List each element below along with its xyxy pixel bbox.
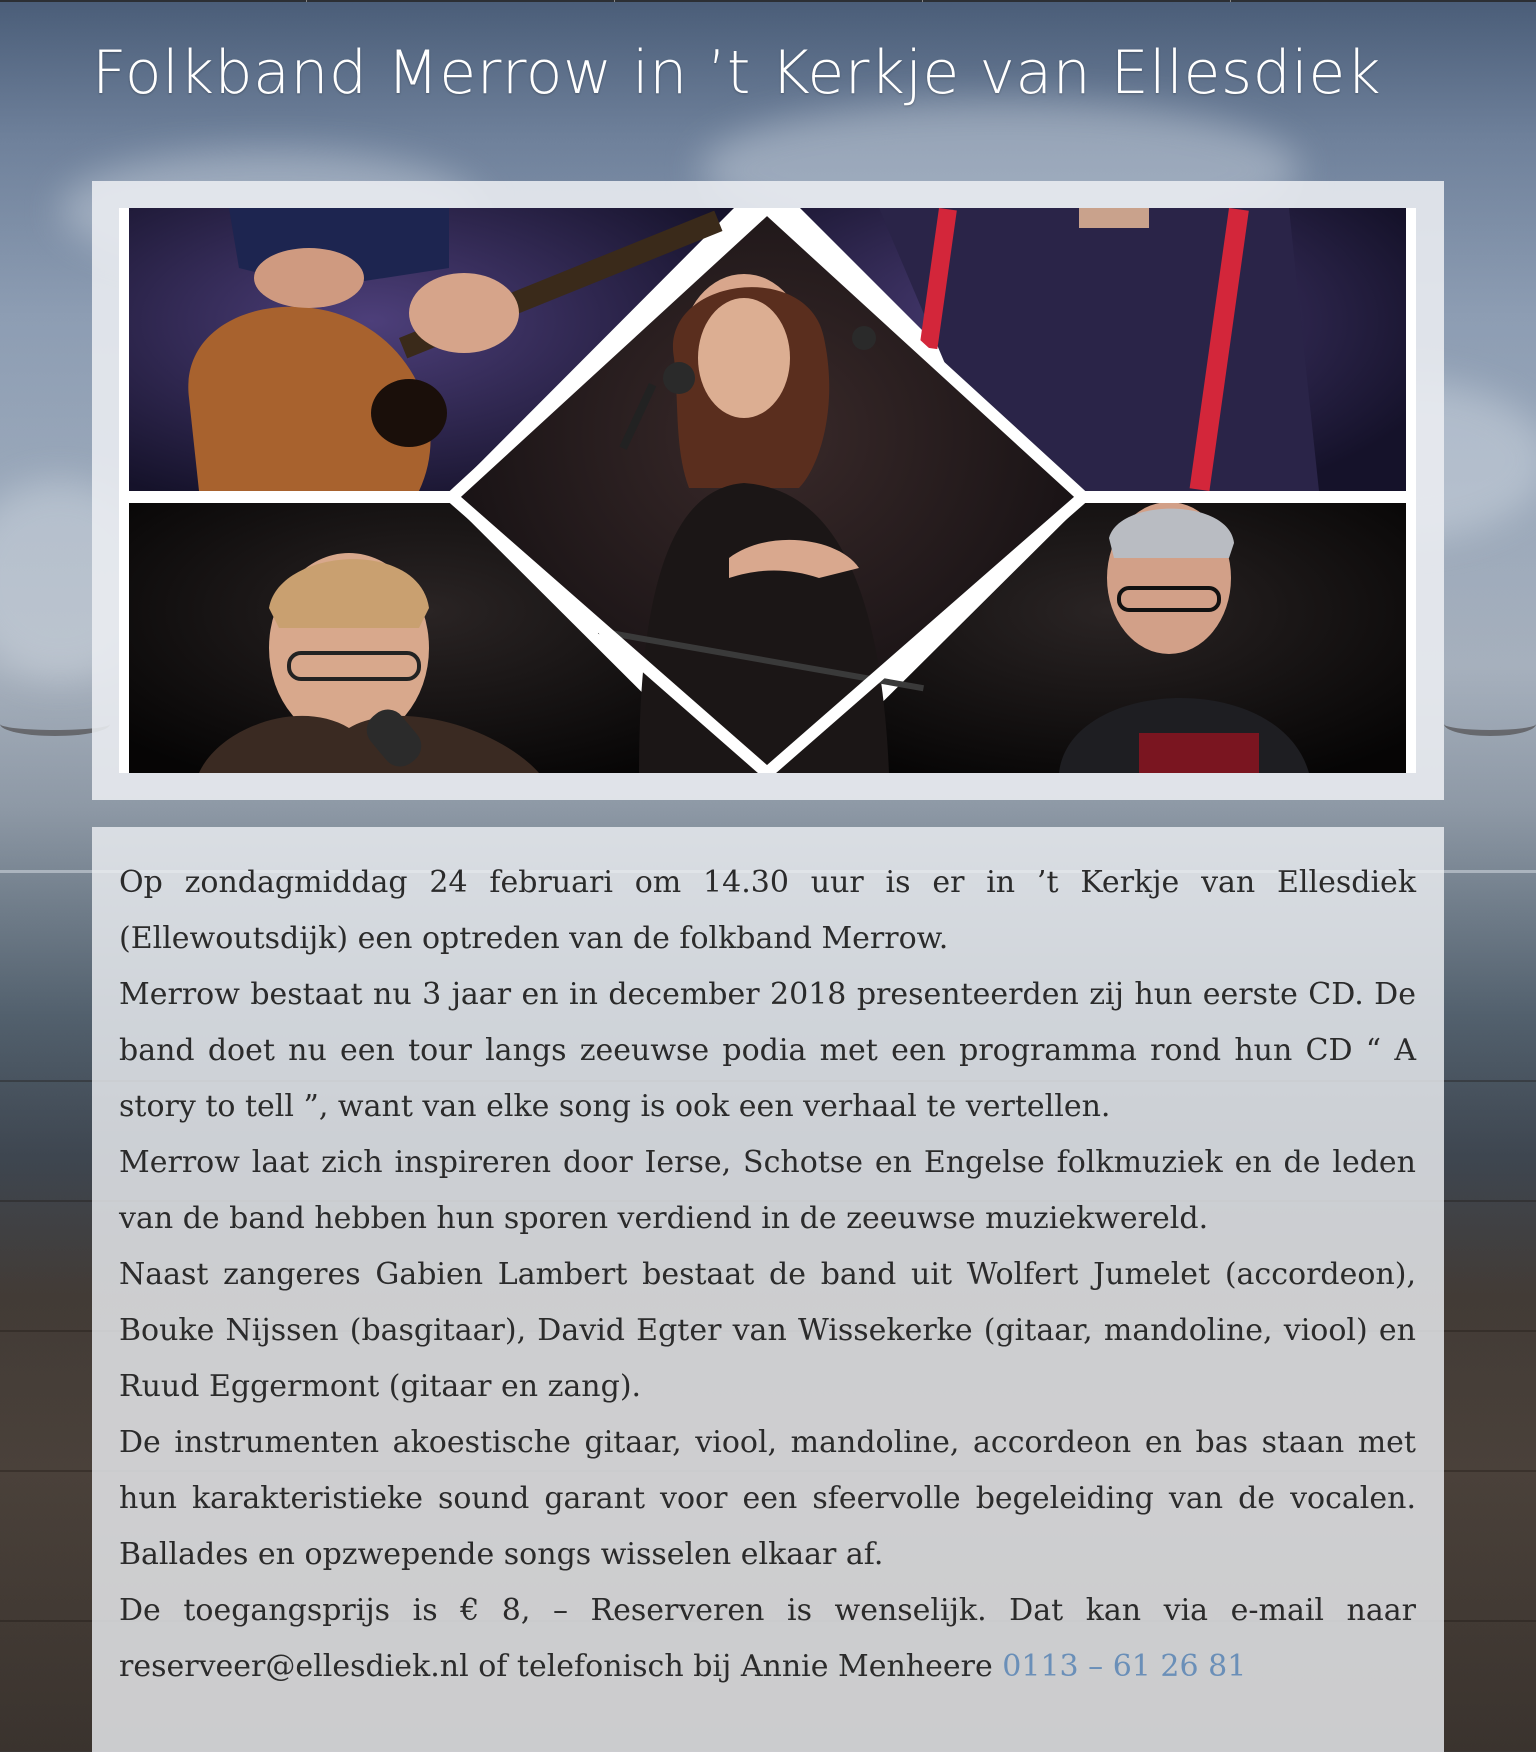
paragraph-tickets (119, 1583, 1416, 1695)
band-collage-image (119, 208, 1416, 773)
top-border-tick (614, 0, 615, 2)
paragraph-instruments: De instrumenten akoestische gitaar, viool, mandoline, accordeon en bas staan met hun karakteristieke sound garant voor een sfeervolle begeleiding van de vocalen. Ballades en opzwepende songs wisselen elkaar af. (119, 1425, 1416, 1572)
paragraph-cd: Merrow bestaat nu 3 jaar en in december 2018 presenteerden zij hun eerste CD. De band doet nu een tour langs zeeuwse podia met een programma rond hun CD “ A story to tell ”, want van elke song is ook een verhaal te vertellen. (119, 977, 1416, 1124)
event-description (119, 855, 1416, 1695)
paragraph-intro: Op zondagmiddag 24 februari om 14.30 uur is er in ’t Kerkje van Ellesdiek (Ellewoutsdijk) een optreden van de folkband Merrow. (119, 865, 1416, 956)
band-collage-photo (119, 208, 1416, 773)
tickets-text: De toegangsprijs is € 8, – Reserveren is wenselijk. Dat kan via e-mail naar reserveer@ellesdiek.nl of telefonisch bij Annie Menheere (119, 1593, 1416, 1684)
top-border-tick (1230, 0, 1231, 2)
band-photo-frame (92, 181, 1444, 800)
background-pier-rope (1444, 712, 1536, 736)
page-title: Folkband Merrow in ’t Kerkje van Ellesdiek (92, 38, 1382, 108)
paragraph-members: Naast zangeres Gabien Lambert bestaat de band uit Wolfert Jumelet (accordeon), Bouke Nijssen (basgitaar), David Egter van Wissekerke (gitaar, mandoline, viool) en Ruud Eggermont (gitaar en zang). (119, 1257, 1416, 1404)
event-description-panel (92, 827, 1444, 1752)
top-border-tick (306, 0, 307, 2)
phone-link[interactable]: 0113 – 61 26 81 (1002, 1649, 1247, 1684)
paragraph-inspiration: Merrow laat zich inspireren door Ierse, Schotse en Engelse folkmuziek en de leden van de band hebben hun sporen verdiend in de zeeuwse muziekwereld. (119, 1145, 1416, 1236)
top-border-tick (922, 0, 923, 2)
top-border (0, 0, 1536, 2)
